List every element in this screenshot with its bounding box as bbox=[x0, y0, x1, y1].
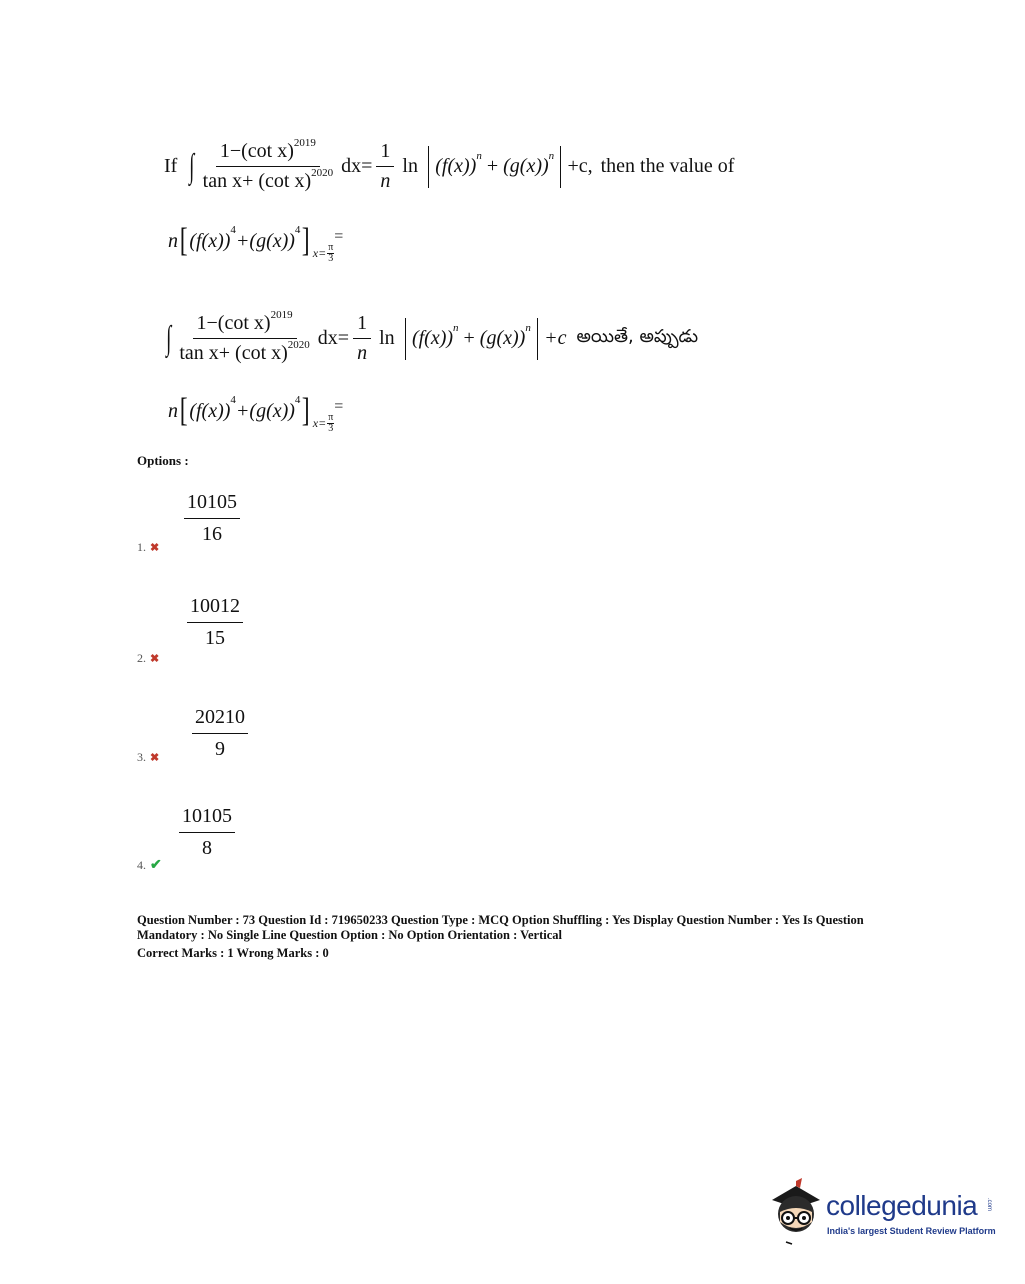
collegedunia-logo[interactable] bbox=[766, 1178, 996, 1248]
question-telugu-line2: n [ (f(x)) 4 +(g(x)) 4 ] x= $\frac{\pi}{3}$ = bbox=[168, 392, 344, 434]
logo-wordmark: collegedunia bbox=[826, 1190, 978, 1221]
option-4-marker: 4. ✔ bbox=[137, 858, 162, 873]
option-1-marker: 1. ✖ bbox=[137, 540, 160, 554]
meta-line-1: Question Number : 73 Question Id : 719650233 Question Type : MCQ Option Shuffling : Yes Display Question Number : Yes Is Question bbox=[137, 913, 864, 927]
numerator-exponent: 2019 bbox=[293, 137, 316, 149]
mascot-logo-icon bbox=[766, 1178, 824, 1248]
option-2-marker: 2. ✖ bbox=[137, 651, 160, 665]
option-2-value[interactable]: $\frac{10012}{15}$ bbox=[187, 595, 243, 650]
f-term: (f(x)) bbox=[435, 155, 477, 177]
correct-check-icon: ✔ bbox=[150, 858, 162, 873]
abs-bar-left bbox=[428, 146, 429, 188]
question-metadata bbox=[137, 913, 907, 961]
options-label: Options : bbox=[137, 453, 189, 468]
denominator-exponent: 2020 bbox=[311, 167, 334, 179]
dx-equals: dx= bbox=[341, 155, 373, 177]
question-english-line2: n [ (f(x)) 4 +(g(x)) 4 ] x= $\frac{\pi}{3}$ = bbox=[168, 222, 344, 264]
integrand-numerator: 1−(cot x) bbox=[219, 140, 294, 162]
integrand-fraction bbox=[199, 137, 337, 193]
one-over-n: $\frac{1}{n}$ bbox=[376, 140, 394, 193]
option-3-value[interactable]: $\frac{20210}{9}$ bbox=[192, 706, 248, 761]
wrong-cross-icon: ✖ bbox=[150, 542, 160, 554]
ln-text: ln bbox=[402, 155, 418, 177]
question-english-line1: If ∫ $\frac{1-(\cot x)^{2019}}{\tan x+ (\cot x)^{2020}}$ dx= $\frac{1}{n}$ ln (f(x)) n + (g(x)) n +c, then the value of bbox=[164, 137, 735, 192]
option-4-value[interactable]: $\frac{10105}{8}$ bbox=[179, 805, 235, 860]
logo-com: .com bbox=[986, 1198, 992, 1212]
abs-bar-right bbox=[560, 146, 561, 188]
if-word: If bbox=[164, 155, 178, 177]
wrong-cross-icon: ✖ bbox=[150, 752, 160, 764]
option-1-value[interactable]: $\frac{10105}{16}$ bbox=[184, 491, 240, 546]
integral-sign: ∫ bbox=[189, 147, 195, 185]
evaluation-point: x= $\frac{\pi}{3}$ bbox=[312, 241, 334, 264]
english-tail: then the value of bbox=[600, 155, 735, 177]
meta-line-2: Mandatory : No Single Line Question Option : No Option Orientation : Vertical bbox=[137, 928, 563, 942]
question-telugu-line1: ∫ $\frac{1-(\cot x)^{2019}}{\tan x+ (\cot x)^{2020}}$ dx= $\frac{1}{n}$ ln (f(x)) n + (g(x)) n +c అయితే, అప్పుడు bbox=[166, 309, 699, 364]
integrand-denominator: tan x+ (cot x) bbox=[202, 170, 312, 192]
plus-c: +c, bbox=[567, 155, 593, 177]
wrong-cross-icon: ✖ bbox=[150, 653, 160, 665]
telugu-tail: అయితే, అప్పుడు bbox=[576, 326, 699, 347]
logo-tagline: India's largest Student Review Platform bbox=[827, 1226, 996, 1236]
meta-line-3: Correct Marks : 1 Wrong Marks : 0 bbox=[137, 946, 329, 960]
option-3-marker: 3. ✖ bbox=[137, 750, 160, 764]
g-term: (g(x)) bbox=[503, 155, 549, 177]
